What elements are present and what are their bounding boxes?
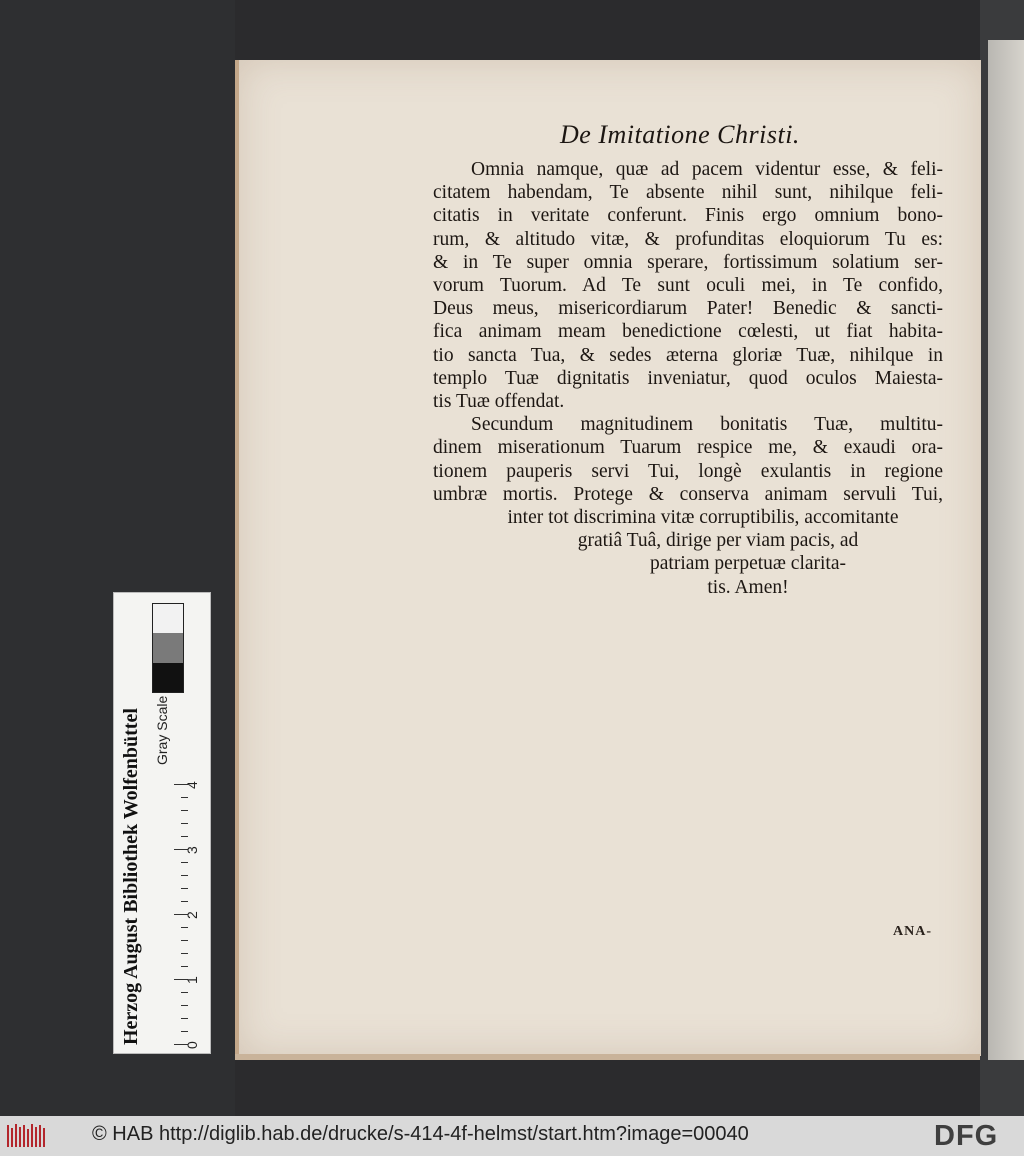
text-line: fica animam meam benedictione cœlesti, ut fiat habita-	[433, 321, 943, 343]
text-line: Secundum magnitudinem bonitatis Tuæ, multitu-	[471, 414, 943, 436]
text-line: Omnia namque, quæ ad pacem videntur esse, & feli-	[471, 159, 943, 180]
text-line: tis Tuæ offendat.	[433, 391, 565, 413]
text-line: templo Tuæ dignitatis inveniatur, quod oculos Maiesta-	[433, 367, 943, 389]
ruler-tick	[181, 875, 188, 876]
ruler-tick	[181, 797, 188, 798]
swatch-black	[153, 663, 183, 692]
institution-label: Herzog August Bibliothek Wolfenbüttel	[120, 708, 142, 1045]
text-line: Deus meus, misericordiarum Pater! Benedic & sancti-	[433, 298, 943, 320]
catchword: ANA-	[893, 924, 932, 939]
barcode-logo-icon	[6, 1122, 46, 1150]
ruler-tick	[181, 836, 188, 837]
text-line: citatis in veritate conferunt. Finis ergo omnium bono-	[433, 205, 943, 227]
ruler-number: 4	[184, 781, 200, 789]
dfg-logo: DFG	[934, 1120, 999, 1152]
ruler-tick	[181, 823, 188, 824]
ruler-tick	[181, 901, 188, 902]
ruler-tick	[181, 1031, 188, 1032]
text-line: inter tot discrimina vitæ corruptibilis, accomitante	[507, 507, 899, 529]
text-line: rum, & altitudo vitæ, & profunditas eloquiorum Tu es:	[433, 228, 943, 250]
footer-bar	[0, 1116, 1024, 1156]
source-link[interactable]: © HAB http://diglib.hab.de/drucke/s-414-4f-helmst/start.htm?image=00040	[92, 1123, 749, 1145]
text-line: tionem pauperis servi Tui, longè exulantis in regione	[433, 460, 943, 482]
page-body-text	[433, 158, 943, 599]
text-line: umbræ mortis. Protege & conserva animam servuli Tui,	[433, 483, 943, 505]
text-line: tis. Amen!	[707, 576, 789, 598]
ruler	[170, 775, 200, 1049]
ruler-tick	[181, 810, 188, 811]
text-line: patriam perpetuæ clarita-	[650, 553, 846, 575]
text-line: tio sancta Tua, & sedes æterna gloriæ Tuæ, nihilque in	[433, 344, 943, 366]
ruler-tick	[181, 966, 188, 967]
ruler-number: 2	[184, 911, 200, 919]
text-line: & in Te super omnia sperare, fortissimum solatium ser-	[433, 251, 943, 273]
gray-swatches	[152, 603, 184, 693]
ruler-tick	[181, 1005, 188, 1006]
text-line: vorum Tuorum. Ad Te sunt oculi mei, in Te confido,	[433, 275, 943, 297]
gray-scale-label: Gray Scale	[154, 695, 170, 765]
text-line: gratiâ Tuâ, dirige per viam pacis, ad	[577, 530, 859, 552]
ruler-tick	[181, 862, 188, 863]
scale-card-content	[114, 593, 210, 1053]
swatch-white	[153, 604, 183, 633]
gray-scale-card	[113, 592, 211, 1054]
swatch-gray	[153, 633, 183, 662]
ruler-tick	[181, 1018, 188, 1019]
text-line: dinem miserationum Tuarum respice me, & exaudi ora-	[433, 437, 943, 459]
ruler-tick	[181, 992, 188, 993]
ruler-tick	[181, 888, 188, 889]
page-edge	[235, 1054, 980, 1060]
ruler-number: 1	[184, 976, 200, 984]
ruler-tick	[181, 940, 188, 941]
ruler-number: 3	[184, 846, 200, 854]
adjacent-page-edge	[988, 40, 1024, 1060]
page-heading: De Imitatione Christi.	[560, 120, 800, 149]
ruler-tick	[181, 927, 188, 928]
ruler-number: 0	[184, 1041, 200, 1049]
ruler-tick	[181, 953, 188, 954]
text-line: citatem habendam, Te absente nihil sunt, nihilque feli-	[433, 182, 943, 204]
